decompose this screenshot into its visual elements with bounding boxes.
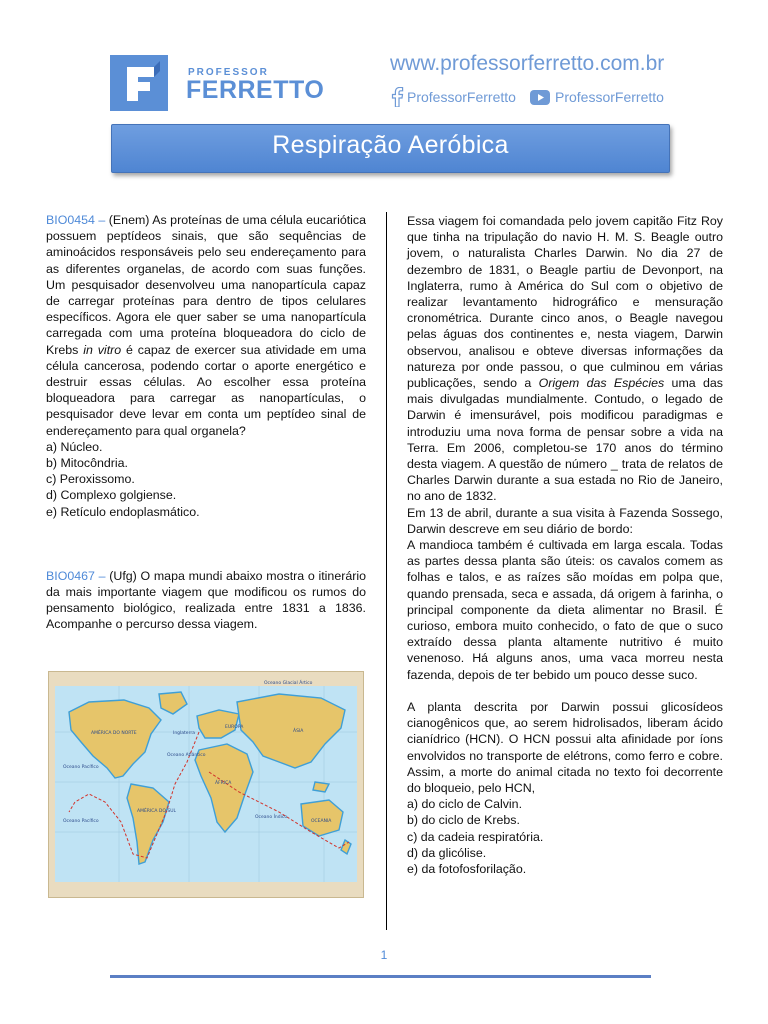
- question-1-italic: in vitro: [83, 342, 122, 357]
- map-label-pacific-n: Oceano Pacífico: [63, 765, 99, 770]
- brand-subtitle: PROFESSOR: [188, 67, 269, 78]
- map-label-indian: Oceano Índico: [255, 815, 288, 820]
- world-map-drawing: [49, 672, 363, 897]
- right-paragraph-1: [407, 213, 723, 505]
- q2-option-e: e) da fotofosforilação.: [407, 861, 527, 876]
- youtube-icon[interactable]: [530, 90, 550, 105]
- map-label-asia: ÁSIA: [293, 729, 304, 734]
- map-label-glacial: Oceano Glacial Ártico: [264, 681, 313, 686]
- question-1: [46, 212, 366, 439]
- map-label-england: Inglaterra: [173, 731, 195, 736]
- right-p1-italic: Origem das Espécies: [538, 376, 665, 391]
- question-2: [46, 568, 366, 633]
- footer-rule: [110, 975, 651, 978]
- q1-option-b: b) Mitocôndria.: [46, 456, 128, 471]
- map-label-pacific-s: Oceano Pacífico: [63, 819, 99, 824]
- right-paragraph-3: A mandioca também é cultivada em larga escala. Todas as partes dessa planta são úteis: os cavalos comem as folhas e talos, e as raízes são moídas em polpa que, quando prensada, seca e assada, dá origem à farinha, o principal componente da dieta alimentar no Brasil. É curioso, embora muito conhecido, o fato de que o suco extraído dessa planta altamente nutritivo é muito venenoso. Há alguns anos, uma vaca morreu nesta fazenda, depois de ter bebido um pouco desse suco.: [407, 538, 723, 682]
- map-label-north-america: AMÉRICA DO NORTE: [91, 731, 137, 736]
- website-link[interactable]: www.professorferretto.com.br: [390, 52, 665, 75]
- question-2-id: BIO0467 –: [46, 568, 106, 583]
- right-p1-text-2: uma das mais divulgadas mundialmente. Contudo, o legado de Darwin é imensurável, pois modificou paradigmas e introduziu uma nova forma de pensar sobre a vida na Terra. Em 2006, completou-se 170 anos do término desta viagem. A questão de número _ trata de relatos de Charles Darwin durante a sua estada no Rio de Janeiro, no ano de 1832.: [407, 376, 723, 504]
- left-column: [46, 212, 366, 633]
- map-label-south-america: AMÉRICA DO SUL: [137, 809, 177, 814]
- page-number: 1: [380, 948, 388, 962]
- brand-logo: [110, 55, 168, 111]
- map-label-africa: ÁFRICA: [215, 781, 232, 786]
- facebook-handle[interactable]: ProfessorFerretto: [407, 89, 516, 105]
- facebook-icon[interactable]: [390, 87, 404, 107]
- right-paragraph-2: Em 13 de abril, durante a sua visita à Fazenda Sossego, Darwin descreve em seu diário de bordo:: [407, 505, 723, 536]
- right-p1-text: Essa viagem foi comandada pelo jovem capitão Fitz Roy que tinha na tripulação do navio H. M. S. Beagle outro jovem, o naturalista Charles Darwin. No dia 27 de dezembro de 1831, o Beagle partiu de Devonport, na Inglaterra, rumo à América do Sul com o objetivo de realizar levantamento hidrográfico e mensuração cronométrica. Durante cinco anos, o Beagle navegou pelas águas dos continentes e, nesta viagem, Darwin observou, analisou e obteve diversas informações da natureza por onde passou, o que culminou em várias publicações, sendo a: [407, 214, 723, 391]
- q2-option-d: d) da glicólise.: [407, 845, 487, 860]
- q1-option-d: d) Complexo golgiense.: [46, 488, 177, 503]
- column-divider: [386, 212, 387, 930]
- world-map-image: [48, 671, 364, 898]
- question-1-id: BIO0454 –: [46, 213, 106, 227]
- map-label-atlantic: Oceano Atlântico: [167, 753, 206, 758]
- brand-name: FERRETTO: [186, 76, 325, 104]
- map-label-oceania: OCEANIA: [311, 819, 332, 824]
- logo-f-mark: [110, 55, 168, 111]
- page-title: Respiração Aeróbica: [272, 131, 509, 159]
- question-1-text: (Enem) As proteínas de uma célula eucariótica possuem peptídeos sinais, que são sequências de aminoácidos responsáveis pelo seu endereçamento para as diferentes organelas, de acordo com suas funções. Um pesquisador desenvolveu uma nanopartícula capaz de carregar proteínas para dentro de tipos celulares específicos. Agora ele quer saber se uma nanopartícula carregada com uma proteína bloqueadora do ciclo de Krebs: [46, 213, 366, 357]
- q1-option-e: e) Retículo endoplasmático.: [46, 504, 200, 519]
- q2-option-c: c) da cadeia respiratória.: [407, 829, 544, 844]
- q2-option-b: b) do ciclo de Krebs.: [407, 813, 520, 828]
- q1-option-a: a) Núcleo.: [46, 439, 103, 454]
- map-label-europe: EUROPA: [225, 725, 244, 730]
- youtube-handle[interactable]: ProfessorFerretto: [555, 89, 664, 105]
- q1-option-c: c) Peroxissomo.: [46, 472, 135, 487]
- q2-option-a: a) do ciclo de Calvin.: [407, 797, 523, 812]
- right-column: [407, 213, 723, 877]
- question-1-text-2: é capaz de exercer sua atividade em uma célula cancerosa, podendo cortar o aporte energético e destruir essas células. Ao escolher essa proteína bloqueadora para carregar as nanopartículas, o pesquisador deve levar em conta um peptídeo sinal de endereçamento para qual organela?: [46, 342, 366, 438]
- right-paragraph-4: A planta descrita por Darwin possui glicosídeos cianogênicos que, ao serem hidrolisados, liberam ácido cianídrico (HCN). O HCN possui alta afinidade por íons envolvidos no transporte de elétrons, como ferro e cobre. Assim, a morte do animal citada no texto foi decorrente do bloqueio, pelo HCN,: [407, 699, 723, 795]
- question-2-text: (Ufg) O mapa mundi abaixo mostra o itinerário da mais importante viagem que modificou os rumos do pensamento biológico, realizada entre 1831 a 1836. Acompanhe o percurso dessa viagem.: [46, 568, 366, 632]
- title-banner: [111, 124, 670, 173]
